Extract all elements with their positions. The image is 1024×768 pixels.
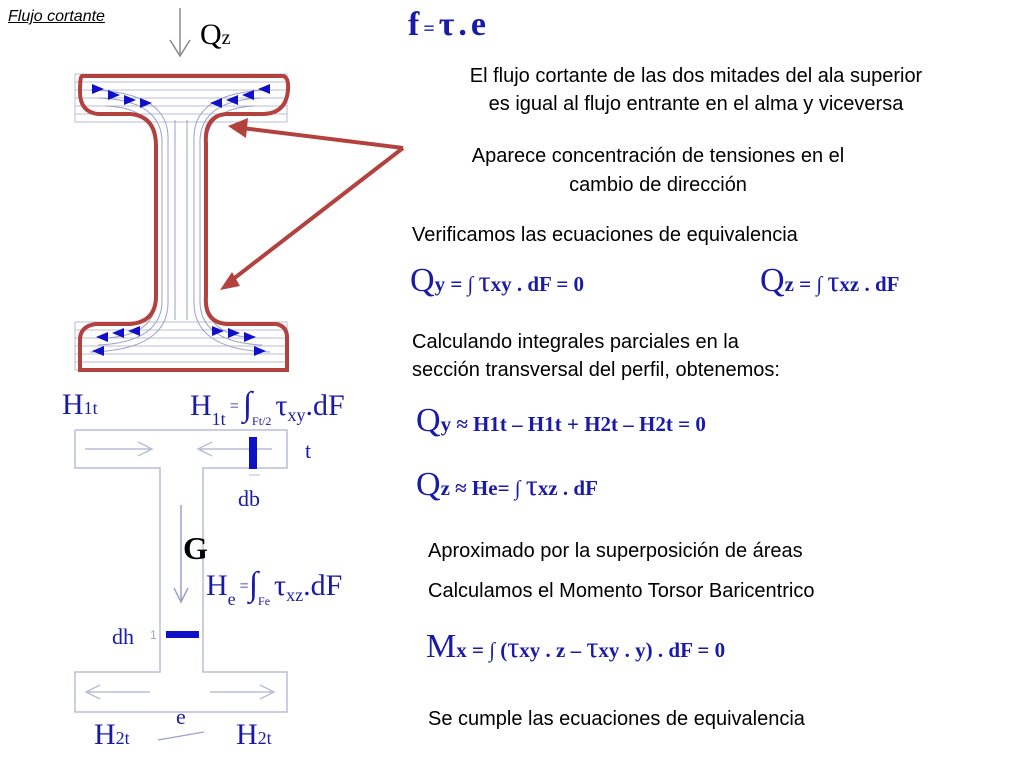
top-flange-arrows [85, 442, 272, 456]
note-torsion: Calculamos el Momento Torsor Baricentrico [428, 580, 815, 602]
eq-qy-integral: Qy = ∫ τxy . dF = 0 [410, 262, 585, 299]
h2t-left-label: H2t [94, 718, 130, 751]
dh-label: dh [112, 624, 134, 649]
i-beam-outline [80, 76, 288, 370]
qz-label: Qz [200, 18, 231, 51]
centroid-g-label: G [183, 530, 208, 566]
concentration-pointers [220, 118, 403, 290]
db-label: db [238, 486, 260, 511]
eq-qz-result: Qz ≈ He= ∫ τxz . dF [416, 466, 598, 503]
qz-arrow [170, 8, 190, 56]
eq-qy-result: Qy ≈ H1t – H1t + H2t – H2t = 0 [416, 402, 706, 439]
h2t-right-label: H2t [236, 718, 272, 751]
title-label: Flujo cortante [8, 8, 105, 25]
note-flow-equality: El flujo cortante de las dos mitades del ala superior es igual al flujo entrante en el alma y viceversa [469, 65, 923, 115]
eq-qz-integral: Qz = ∫ τxz . dF [760, 262, 900, 299]
t-label: t [305, 438, 312, 463]
note-superposition: Aproximado por la superposición de áreas [428, 540, 803, 562]
note-verify: Verificamos las ecuaciones de equivalencia [412, 224, 798, 246]
e-marker [158, 732, 204, 740]
dh-strip [166, 631, 199, 638]
flow-arrows-top [92, 84, 270, 108]
db-strip [249, 437, 257, 469]
bottom-flange-arrows [86, 685, 274, 699]
h1t-left-label: H1t [62, 388, 98, 421]
h1t-formula: $H1t = \int_{Ft/2}$ τxy.dF [190, 386, 345, 429]
note-conclusion: Se cumple las ecuaciones de equivalencia [428, 708, 805, 730]
dh-mark: 1 [150, 628, 157, 642]
eq-mx: Mx = ∫ (τxy . z – τxy . y) . dF = 0 [426, 628, 726, 665]
note-partial-integrals: Calculando integrales parciales en la sección transversal del perfil, obtenemos: [412, 331, 780, 381]
e-label: e [176, 704, 186, 729]
note-stress-concentration: Aparece concentración de tensiones en el cambio de dirección [471, 145, 845, 196]
he-formula: $He =\int_{Fe}$ τxz.dF [206, 566, 343, 609]
formula-main: f = τ . e [408, 6, 486, 43]
